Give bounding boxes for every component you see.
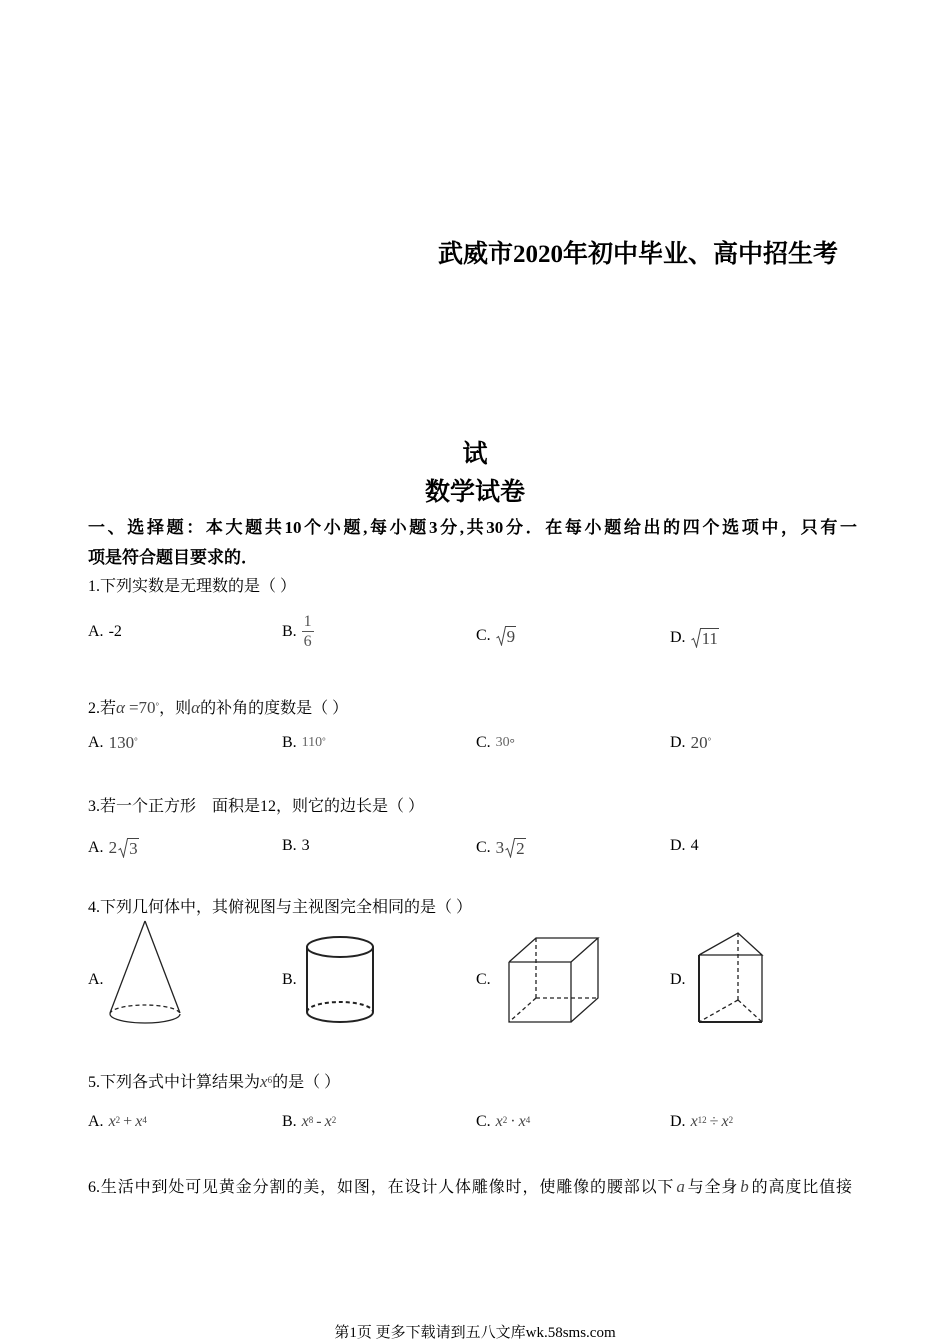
cube-top-face (509, 938, 598, 962)
sqrt-expression (691, 628, 719, 648)
radical-sign (505, 838, 515, 858)
question-1-stem: 1.下列实数是无理数的是（ ） (88, 578, 297, 595)
triangular-prism-figure (699, 933, 762, 1022)
q5-option-b (282, 1102, 336, 1142)
base: x (324, 1113, 332, 1130)
section-heading-line2: 项是符合题目要求的． (88, 548, 258, 567)
radicand: 3 (129, 839, 138, 858)
radical-sign (118, 838, 128, 858)
alpha-variable: α (116, 698, 125, 717)
option-label: D. (670, 734, 686, 751)
cone-base-back-hidden (110, 1005, 180, 1014)
base: x (721, 1113, 729, 1130)
prism-hidden-left (699, 1000, 738, 1022)
exponent: 4 (525, 1115, 531, 1125)
operator: · (510, 1113, 516, 1130)
sqrt-expression (505, 838, 526, 858)
option-value: 20 (690, 733, 708, 752)
degree-symbol: ° (509, 735, 515, 750)
stem-mid: ，则 (159, 700, 192, 717)
exponent: 2 (502, 1115, 508, 1125)
q2-option-d (670, 723, 711, 763)
option-label: D. (670, 837, 686, 854)
stem-prefix: 5.下列各式中计算结果为 (88, 1074, 261, 1091)
option-label: A. (88, 839, 104, 856)
option-value: 110 (301, 735, 323, 750)
base: x (301, 1113, 309, 1130)
option-label: B. (282, 837, 297, 854)
option-label: D. (670, 1113, 686, 1130)
option-label: C. (476, 1113, 491, 1130)
exponent: 6 (267, 1075, 273, 1085)
operator: ÷ (709, 1113, 719, 1130)
q4-option-c (476, 960, 496, 1000)
page-footer: 第1页 更多下载请到五八文库wk.58sms.com (334, 1325, 616, 1341)
option-label: A. (88, 623, 104, 640)
question-5-stem (88, 1072, 340, 1093)
option-label: C. (476, 734, 491, 751)
cylinder-base-back-hidden (307, 1002, 373, 1012)
base: x (518, 1113, 526, 1130)
x-variable: x (260, 1072, 268, 1091)
prism-hidden-right (738, 1000, 762, 1022)
exponent: 4 (142, 1115, 147, 1125)
sqrt-expression (496, 626, 517, 646)
option-value: 30 (495, 735, 510, 750)
q2-option-c (476, 723, 515, 763)
radicand: 2 (516, 839, 525, 858)
option-value: 3 (301, 837, 310, 854)
exponent: 8 (308, 1115, 314, 1125)
option-label: C. (476, 627, 491, 644)
cylinder-top (307, 937, 373, 957)
q4-option-b (282, 960, 302, 1000)
radicand: 11 (701, 629, 718, 648)
q3-option-d (670, 826, 699, 866)
radical-sign (496, 626, 506, 646)
base: x (690, 1113, 698, 1130)
q3-option-b (282, 826, 310, 866)
q4-option-a (88, 960, 109, 1000)
stem-suffix: 的高度比值接 (750, 1179, 852, 1196)
option-label: C. (476, 971, 491, 988)
exam-title: 武威市2020年初中毕业、高中招生考 (438, 241, 839, 268)
q5-option-d (670, 1102, 733, 1142)
question-3-stem: 3.若一个正方形 面积是12，则它的边长是（ ） (88, 798, 425, 815)
base: x (108, 1113, 116, 1130)
exponent: 2 (728, 1115, 734, 1125)
q1-option-d (670, 618, 719, 658)
exam-title-continued: 试 (462, 441, 488, 468)
cone-figure (110, 921, 180, 1023)
fraction-numerator: 1 (303, 613, 312, 630)
option-label: D. (670, 629, 686, 646)
radical-sign (691, 628, 701, 648)
q2-option-b (282, 723, 326, 763)
stem-prefix: 2.若 (88, 700, 117, 717)
question-6-stem (88, 1177, 852, 1198)
alpha-variable: α (191, 698, 201, 717)
cube-hidden-diagonal (509, 998, 536, 1022)
radicand: 9 (506, 627, 516, 646)
prism-top-triangle (699, 933, 762, 955)
option-label: D. (670, 971, 686, 988)
sqrt-expression (118, 838, 139, 858)
coefficient: 2 (108, 838, 118, 857)
option-value: -2 (108, 623, 122, 640)
exponent: 12 (697, 1115, 707, 1125)
degree-symbol: ° (134, 736, 138, 746)
q3-option-c (476, 828, 526, 868)
exponent: 2 (115, 1115, 121, 1125)
b-variable: b (740, 1177, 749, 1196)
operator: + (123, 1113, 133, 1130)
stem-suffix: 的补角的度数是（ ） (200, 700, 349, 717)
cylinder-base-front (307, 1012, 373, 1022)
cone-base-front (110, 1014, 180, 1023)
stem-mid: 与全身 (686, 1179, 739, 1196)
cone-left-edge (110, 921, 145, 1013)
q1-option-c (476, 616, 516, 656)
q1-option-b (282, 612, 314, 652)
equation-value: =70 (128, 698, 156, 717)
a-variable: a (676, 1177, 685, 1196)
q3-option-a (88, 828, 139, 868)
question-2-stem (88, 698, 348, 719)
option-label: A. (88, 971, 104, 988)
option-label: C. (476, 839, 491, 856)
option-label: B. (282, 623, 297, 640)
q1-option-a (88, 612, 122, 652)
degree-symbol: ° (155, 701, 160, 711)
stem-suffix: 的是（ ） (272, 1074, 341, 1091)
cube-right-face (571, 938, 598, 1022)
exponent: 2 (331, 1115, 337, 1125)
cube-front-face (509, 962, 571, 1022)
base: x (135, 1113, 143, 1130)
option-label: A. (88, 734, 104, 751)
section-heading-line1: 一、选择题：本大题共10个小题,每小题3分,共30分．在每小题给出的四个选项中，只有一 (88, 518, 857, 537)
option-value: 130 (108, 733, 135, 752)
q4-option-d (670, 960, 691, 1000)
operator: - (316, 1113, 322, 1130)
option-value: 4 (690, 837, 699, 854)
question-4-stem: 4.下列几何体中，其俯视图与主视图完全相同的是（ ） (88, 899, 473, 916)
q5-option-a (88, 1102, 147, 1142)
stem-prefix: 6.生活中到处可见黄金分割的美，如图，在设计人体雕像时，使雕像的腰部以下 (88, 1179, 675, 1196)
coefficient: 3 (495, 838, 505, 857)
degree-symbol: ° (322, 736, 326, 746)
exam-subject: 数学试卷 (424, 479, 525, 506)
fraction-denominator: 6 (303, 633, 312, 650)
cone-right-edge (145, 921, 180, 1013)
q5-option-c (476, 1102, 530, 1142)
option-label: B. (282, 971, 297, 988)
cylinder-figure (307, 937, 373, 1022)
option-label: B. (282, 1113, 297, 1130)
option-label: B. (282, 734, 297, 751)
base: x (495, 1113, 503, 1130)
cube-figure (509, 938, 598, 1022)
q2-option-a (88, 723, 138, 763)
fraction (302, 613, 314, 651)
degree-symbol: ° (707, 736, 712, 746)
option-label: A. (88, 1113, 104, 1130)
